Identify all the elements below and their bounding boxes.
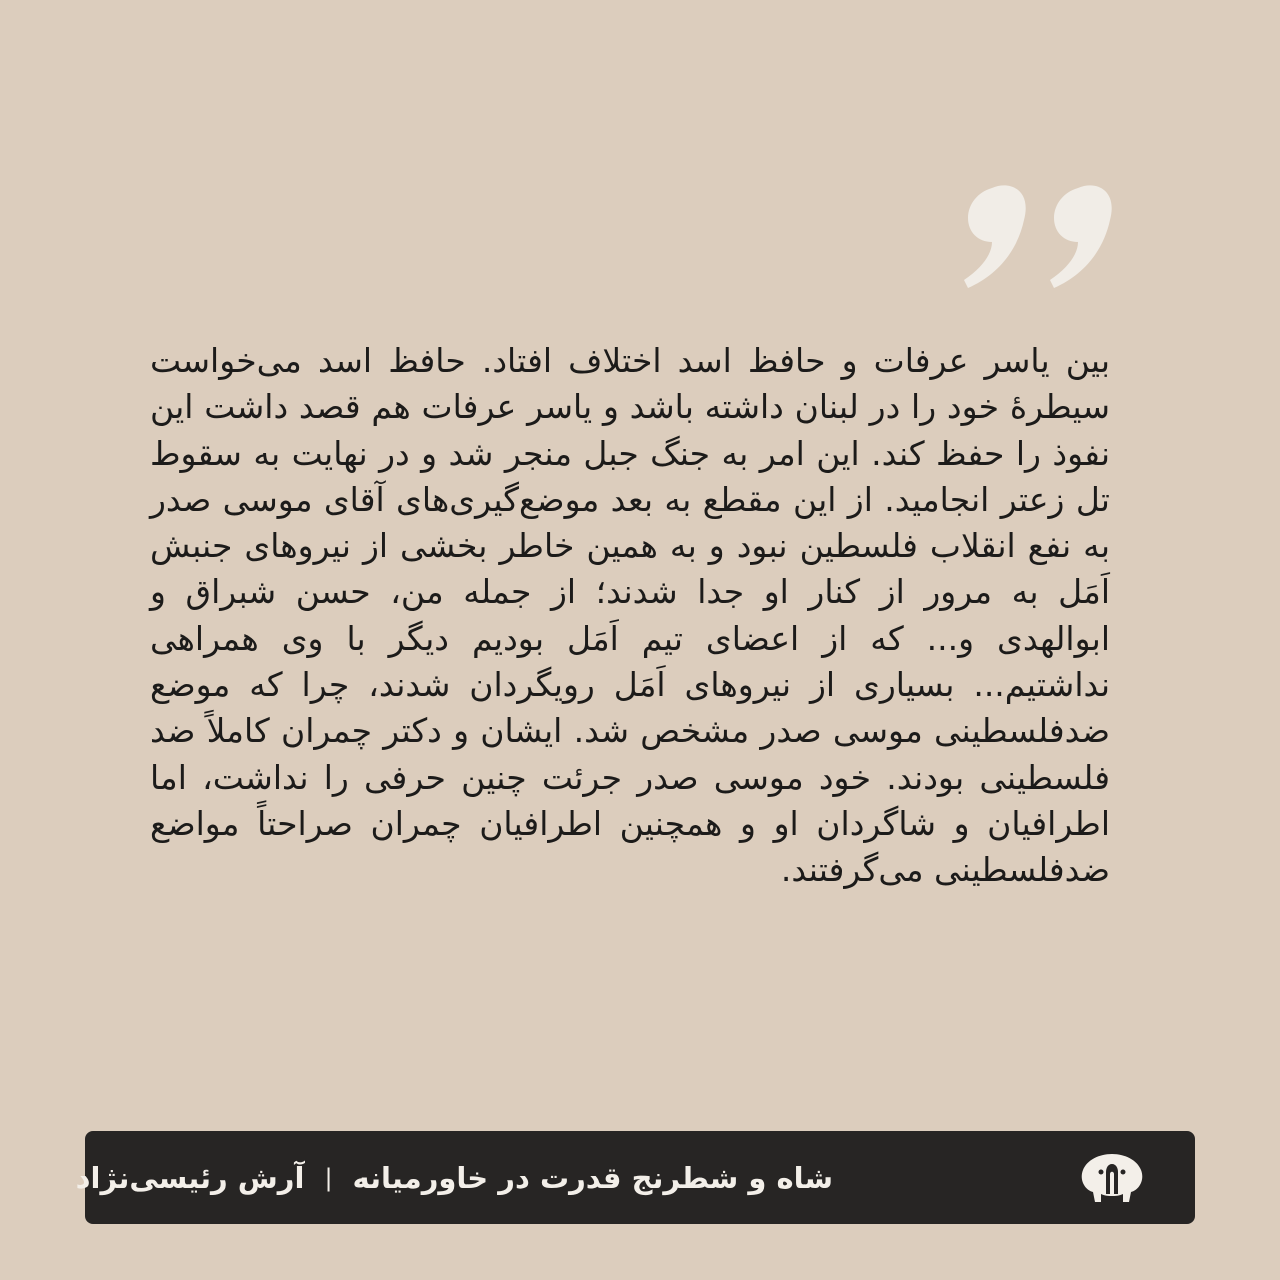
closing-quote-icon: [960, 180, 1120, 300]
footer-bar: [75, 1131, 1195, 1224]
book-title: شاه و شطرنج قدرت در خاورمیانه: [352, 1160, 833, 1195]
author-name: آرش رئیسی‌نژاد: [75, 1160, 305, 1195]
elephant-logo-icon: [1079, 1150, 1145, 1206]
quote-text: بین یاسر عرفات و حافظ اسد اختلاف افتاد. حافظ اسد می‌خواست سیطرهٔ خود را در لبنان داشته باشد و یاسر عرفات هم قصد داشت این نفوذ را حفظ کند. این امر به جنگ جبل منجر شد و در نهایت به سقوط تل زعتر انجامید. از این مقطع به بعد موضع‌گیری‌های آقای موسی صدر به نفع انقلاب فلسطین نبود و به همین خاطر بخشی از نیروهای جنبش اَمَل به مرور از کنار او جدا شدند؛ از جمله من، حسن شبراق و ابوالهدی و... که از اعضای تیم اَمَل بودیم دیگر با وی همراهی نداشتیم... بسیاری از نیروهای اَمَل رویگردان شدند، چرا که موضع ضدفلسطینی موسی صدر مشخص شد. ایشان و دکتر چمران کاملاً ضد فلسطینی بودند. خود موسی صدر جرئت چنین حرفی را نداشت، اما اطرافیان و شاگردان او و همچنین اطرافیان چمران صراحتاً مواضع ضدفلسطینی می‌گرفتند.: [150, 341, 1110, 890]
footer-separator: |: [324, 1163, 333, 1192]
